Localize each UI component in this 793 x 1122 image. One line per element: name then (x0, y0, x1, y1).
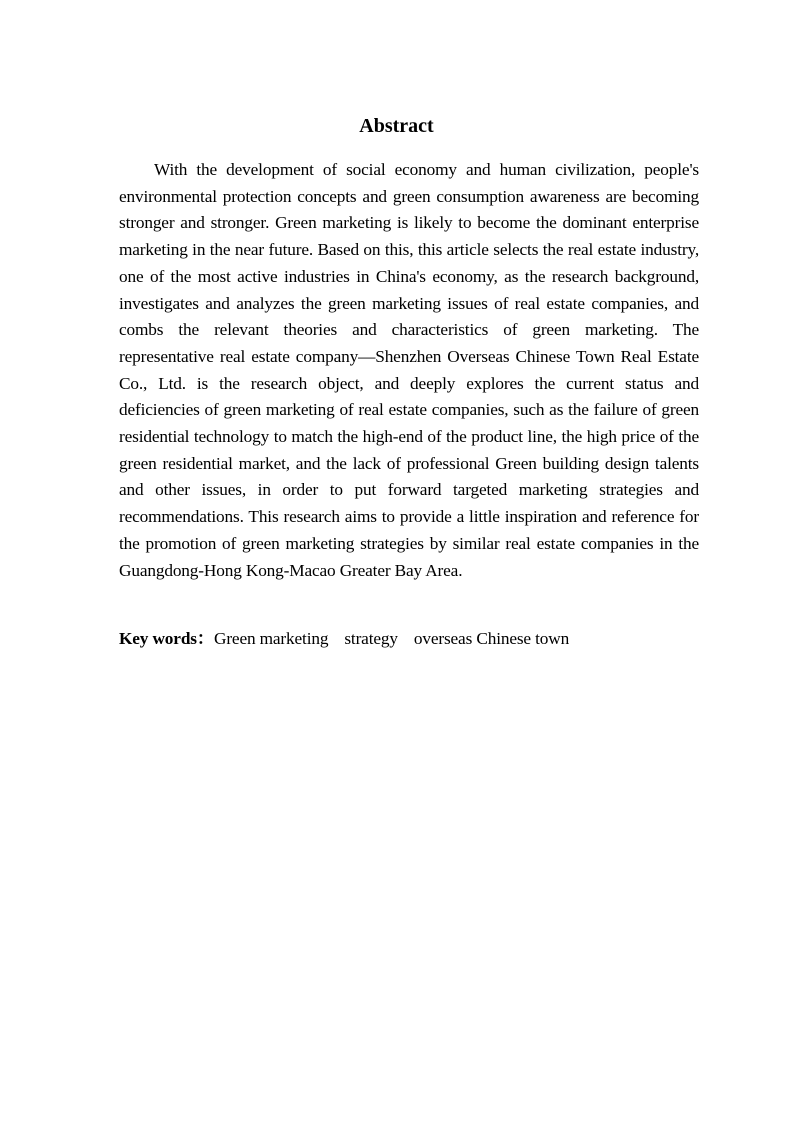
abstract-body: With the development of social economy and human civilization, people's environmental protection concepts and green consumption awareness are becoming stronger and stronger. Green marketing is likely to become the dominant enterprise marketing in the near future. Based on this, this article selects the real estate industry, one of the most active industries in China's economy, as the research background, investigates and analyzes the green marketing issues of real estate companies, and combs the relevant theories and characteristics of green marketing. The representative real estate company—Shenzhen Overseas Chinese Town Real Estate Co., Ltd. is the research object, and deeply explores the current status and deficiencies of green marketing of real estate companies, such as the failure of green residential technology to match the high-end of the product line, the high price of the green residential market, and the lack of professional Green building design talents and other issues, in order to put forward targeted marketing strategies and recommendations. This research aims to provide a little inspiration and reference for the promotion of green marketing strategies by similar real estate companies in the Guangdong-Hong Kong-Macao Greater Bay Area. (119, 160, 699, 580)
keywords-line (119, 626, 585, 653)
keywords-label: Key words： (119, 629, 214, 648)
abstract-title: Abstract (359, 115, 434, 137)
keyword-item: overseas Chinese town (413, 629, 570, 648)
keyword-item: Green marketing (213, 629, 329, 648)
keyword-item: strategy (344, 629, 398, 648)
